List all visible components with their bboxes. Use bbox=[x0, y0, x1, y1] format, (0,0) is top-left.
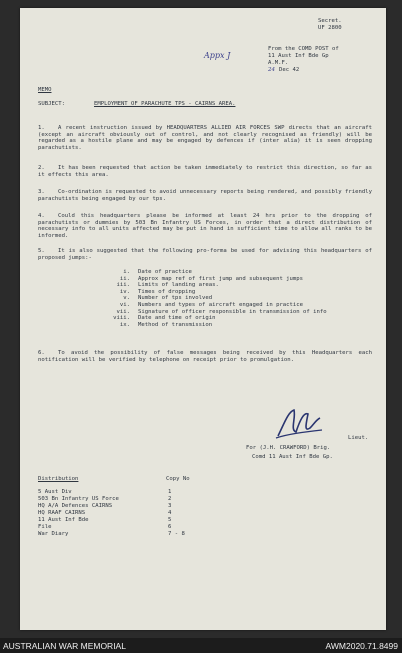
subject-label: SUBJECT: bbox=[38, 101, 65, 107]
paragraph-number: 5. bbox=[38, 248, 45, 254]
pro-forma-item: vii. Signature of officer responsible in transmission of info bbox=[116, 308, 327, 315]
distribution-row: War Diary 7 - 8 bbox=[38, 531, 185, 537]
signature-command-line: Comd 11 Aust Inf Bde Gp. bbox=[252, 454, 333, 460]
paragraph-2 bbox=[38, 165, 372, 178]
date-handwritten-day: 24 bbox=[268, 67, 276, 73]
paragraph-6 bbox=[38, 350, 372, 363]
pro-forma-item: i. Date of practice bbox=[123, 269, 192, 275]
archive-footer bbox=[0, 638, 402, 653]
appendix-handwritten-note: Appx J bbox=[204, 51, 231, 60]
pro-forma-item: iv. Times of dropping bbox=[119, 288, 196, 295]
memo-document bbox=[20, 8, 386, 630]
archive-reference: AWM2020.71.8499 bbox=[325, 641, 398, 651]
paragraph-number: 3. bbox=[38, 189, 45, 195]
pro-forma-item: viii. Date and time of origin bbox=[113, 315, 216, 322]
copy-number-heading: Copy No bbox=[166, 476, 190, 482]
from-line-3: A.M.F. bbox=[268, 60, 289, 66]
paragraph-text: It has been requested that action be taken immediately to restrict this direction, so far as it effects this area. bbox=[38, 165, 372, 178]
paragraph-3 bbox=[38, 189, 372, 202]
archive-name: AUSTRALIAN WAR MEMORIAL bbox=[3, 641, 126, 651]
subject-text: EMPLOYMENT OF PARACHUTE TPS - CAIRNS AREA. bbox=[94, 101, 236, 107]
pro-forma-list bbox=[108, 269, 380, 328]
distribution-row: HQ RAAF CAIRNS 4 bbox=[38, 510, 172, 516]
signature-rank: Lieut. bbox=[348, 435, 369, 441]
paragraph-text: A recent instruction issued by HEADQUARTERS ALLIED AIR FORCES SWP directs that an aircraft (except an aircraft obviously out of control, and not clearly recognised as friendly) will be regarded as a hostile plane and may be engaged by defences if (inter alia) it is seen dropping parachutists. bbox=[38, 125, 372, 151]
paragraph-number: 1. bbox=[38, 125, 45, 131]
from-line-1: From the COMD POST of bbox=[268, 46, 339, 52]
paragraph-text: To avoid the possibility of false messages being received by this Headquarters each notification will be verified by telephone on receipt prior to promulgation. bbox=[38, 350, 372, 363]
pro-forma-item: ix. Method of transmission bbox=[119, 321, 213, 328]
distribution-row: 503 Bn Infantry US Force 2 bbox=[38, 496, 172, 502]
distribution-row: 11 Aust Inf Bde 5 bbox=[38, 517, 172, 523]
memo-date: Dec 42 bbox=[279, 67, 300, 73]
paragraph-text: Co-ordination is requested to avoid unnecessary reports being rendered, and possibly friendly parachutists being engaged by our tps. bbox=[38, 189, 372, 202]
distribution-row: File 6 bbox=[38, 524, 172, 530]
signature-for-line: For (J.H. CRAWFORD) Brig. bbox=[246, 445, 331, 451]
memo-label: MEMO bbox=[38, 87, 52, 93]
distribution-row: HQ A/A Defences CAIRNS 3 bbox=[38, 503, 172, 509]
paragraph-5 bbox=[38, 248, 372, 261]
paragraph-1 bbox=[38, 125, 372, 151]
secret-stamp: Secret. bbox=[318, 18, 342, 24]
paragraph-text: It is also suggested that the following pro-forma be used for advising this headquarters of proposed jumps:- bbox=[38, 248, 372, 261]
paragraph-number: 2. bbox=[38, 165, 45, 171]
distribution-heading: Distribution bbox=[38, 476, 79, 482]
distribution-row: 5 Aust Div 1 bbox=[38, 489, 172, 495]
pro-forma-item: vi. Numbers and types of aircraft engaged in practice bbox=[119, 301, 304, 308]
paragraph-4 bbox=[38, 213, 372, 239]
from-line-2: 11 Aust Inf Bde Gp bbox=[268, 53, 329, 59]
paragraph-text: Could this headquarters please be informed at least 24 hrs prior to the dropping of parachutists or dummies by 503 Bn Infantry US Forces, in order that a direct distribution of necessary info to all units affected may be put in hand in sufficient time to allow all ranks to be informed. bbox=[38, 213, 372, 239]
pro-forma-item: v. Number of tps involved bbox=[123, 295, 213, 302]
pro-forma-item: iii. Limits of landing areas. bbox=[116, 282, 219, 289]
paragraph-number: 6. bbox=[38, 350, 45, 356]
paragraph-number: 4. bbox=[38, 213, 45, 219]
secret-reference: UF 2800 bbox=[318, 25, 342, 31]
signature-scribble bbox=[274, 406, 324, 440]
pro-forma-item: ii. Approx map ref of first jump and subsequent jumps bbox=[119, 275, 304, 282]
